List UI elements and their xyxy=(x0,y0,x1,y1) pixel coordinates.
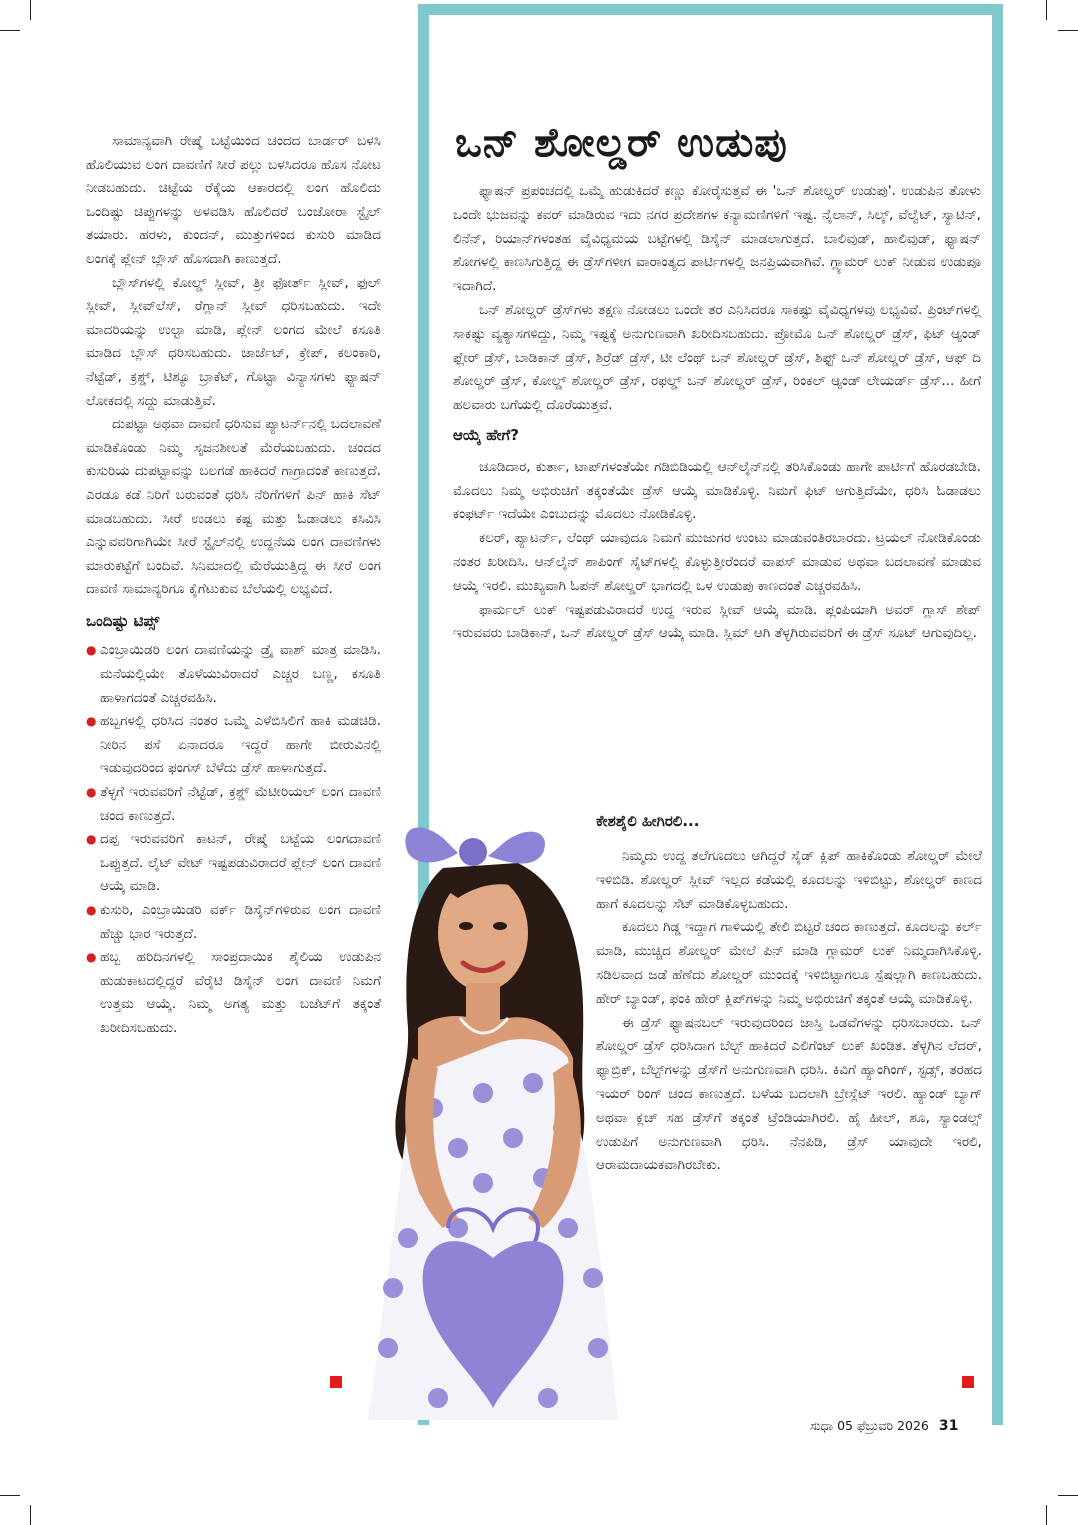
paragraph: ಈ ಡ್ರೆಸ್ ಫ್ಯಾಷನಬಲ್ ಇರುವುದರಿಂದ ಜಾಸ್ತಿ ಒಡವೆಗಳನ್ನು ಧರಿಸಬಾರದು. ಒನ್ ಶೋಲ್ಡರ್ ಡ್ರೆಸ್ ಧರಿಸಿದಾಗ ಬೆಲ್ಟ್ ಹಾಕಿದರೆ ಎಲಿಗೆಂಟ್ ಲುಕ್ ಖಂಡಿತ. ತೆಳ್ಳಗಿನ ಲೆದರ್, ಫ್ಯಾಬ್ರಿಕ್, ಬೆಲ್ಟ್‌ಗಳನ್ನು ಡ್ರೆಸ್‌ಗೆ ಅನುಗುಣವಾಗಿ ಧರಿಸಿ. ಕಿವಿಗೆ ಹ್ಯಾಂಗಿಂಗ್, ಸ್ಟಡ್ಸ್, ತರಹದ ಇಯರ್ ರಿಂಗ್ ಚಂದ ಕಾಣುತ್ತದೆ. ಬಳೆಯ ಬದಲಾಗಿ ಬ್ರೇಸ್ಲೆಟ್ ಇರಲಿ. ಹ್ಯಾಂಡ್ ಬ್ಯಾಗ್ ಅಥವಾ ಕ್ಲಚ್ ಸಹ ಡ್ರೆಸ್‌ಗೆ ತಕ್ಕಂತೆ ಟ್ರೆಂಡಿಯಾಗಿರಲಿ. ಹೈ ಹೀಲ್, ಶೂ, ಸ್ಯಾಂಡಲ್ಸ್ ಉಡುಪಿಗೆ ಅನುಗುಣವಾಗಿ ಧರಿಸಿ. ನೆನಪಿಡಿ, ಡ್ರೆಸ್ ಯಾವುದೇ ಇರಲಿ, ಆರಾಮದಾಯಕವಾಗಿರಬೇಕು. xyxy=(596,1014,982,1174)
tip-item: ● ತೆಳ್ಳಗೆ ಇರುವವರಿಗೆ ನೆಟ್ಟೆಡ್, ಕ್ರಶ್ಡ್ ಮೆಟೀರಿಯಲ್ ಲಂಗ ದಾವಣಿ ಚಂದ ಕಾಣುತ್ತದೆ. xyxy=(86,781,381,828)
right-column xyxy=(453,180,981,646)
crop-mark xyxy=(30,0,31,20)
paragraph: ಒನ್ ಶೋಲ್ಡರ್ ಡ್ರೆಸ್‌ಗಳು ತಕ್ಷಣ ನೋಡಲು ಒಂದೇ ತರ ಎನಿಸಿದರೂ ಸಾಕಷ್ಟು ವೈವಿಧ್ಯಗಳವು ಲಭ್ಯವಿವೆ. ಪ್ರಿಂಟ್‌ಗಳಲ್ಲಿ ಸಾಕಷ್ಟು ವ್ಯತ್ಯಾಸಗಳಿದ್ದು, ನಿಮ್ಮ ಇಷ್ಟಕ್ಕೆ ಅನುಗುಣವಾಗಿ ಖರೀದಿಸಬಹುದು. ಪ್ರೋಮೊ ಒನ್ ಶೋಲ್ಡರ್ ಡ್ರೆಸ್, ಫಿಟ್ ಆ್ಯಂಡ್ ಫ್ಲೇರ್ ಡ್ರೆಸ್, ಬಾಡಿಕಾನ್ ಡ್ರೆಸ್, ಶಿರ್ರೆಡ್ ಡ್ರೆಸ್, ಟೀ ಲೆಂಥ್ ಒನ್ ಶೋಲ್ಡರ್ ಡ್ರೆಸ್, ಶಿಫ್ಟ್ ಒನ್ ಶೋಲ್ಡರ್ ಡ್ರೆಸ್, ಆಫ್ ದಿ ಶೋಲ್ಡರ್ ಡ್ರೆಸ್, ಕೋಲ್ಡ್ ಶೋಲ್ಡರ್ ಡ್ರೆಸ್, ರಫಲ್ಡ್ ಒನ್ ಶೋಲ್ಡರ್ ಡ್ರೆಸ್, ರಿಂಕಲ್ ಆ್ಯಂಡ್ ಲೇಯರ್ಡ್ ಡ್ರೆಸ್... ಹೀಗೆ ಹಲವಾರು ಬಗೆಯಲ್ಲಿ ದೊರೆಯುತ್ತವೆ. xyxy=(453,301,981,414)
left-column xyxy=(86,130,381,1041)
article-title: ಒನ್ ಶೋಲ್ಡರ್ ಉಡುಪು xyxy=(455,120,788,166)
tips-heading: ಒಂದಿಷ್ಟು ಟಿಪ್ಸ್ xyxy=(86,611,160,630)
crop-mark xyxy=(0,1495,20,1496)
tip-item: ● ಹಬ್ಬಗಳಲ್ಲಿ ಧರಿಸಿದ ನಂತರ ಒಮ್ಮೆ ಎಳೆಬಿಸಿಲಿಗೆ ಹಾಕಿ ಮಡಚಿಡಿ. ನೀರಿನ ಪಸೆ ಏನಾದರೂ ಇದ್ದರೆ ಹಾಗೇ ಬೀರುವಿನಲ್ಲಿ ಇಡುವುದರಿಂದ ಫಂಗಸ್ ಬೆಳೆದು ಡ್ರೆಸ್ ಹಾಳಾಗುತ್ತದೆ. xyxy=(86,710,381,781)
paragraph: ದುಪಟ್ಟಾ ಅಥವಾ ದಾವಣಿ ಧರಿಸುವ ಪ್ಯಾಟರ್ನ್‌ನಲ್ಲಿ ಬದಲಾವಣೆ ಮಾಡಿಕೊಂಡು ನಿಮ್ಮ ಸೃಜನಶೀಲತೆ ಮೆರೆಯಬಹುದು. ಚಂದದ ಕುಸುರಿಯ ದುಪಟ್ಟಾವನ್ನು ಬಲಗಡೆ ಹಾಕಿದರೆ ಗಾಗ್ರಾದಂತೆ ಕಾಣುತ್ತದೆ. ಎರಡೂ ಕಡೆ ನಿರಿಗೆ ಬರುವಂತೆ ಧರಿಸಿ ನೆರಿಗೆಗಳಿಗೆ ಪಿನ್ ಹಾಕಿ ಸೆಟ್ ಮಾಡಬಹುದು. ಸೀರೆ ಉಡಲು ಕಷ್ಟ ಮತ್ತು ಓಡಾಡಲು ಕಸಿವಿಸಿ ಎನ್ನುವವರಿಗಾಗಿಯೇ ಸೀರೆ ಸ್ಟೈಲ್‌ನಲ್ಲಿ ಉದ್ದನೆಯ ಲಂಗ ದಾವಣಿಗಳು ಮಾರುಕಟ್ಟೆಗೆ ಬಂದಿವೆ. ಸಿನಿಮಾದಲ್ಲಿ ಮೆರೆಯುತ್ತಿದ್ದ ಈ ಸೀರೆ ಲಂಗ ದಾವಣಿ ಸಾಮಾನ್ಯರಿಗೂ ಕೈಗೆಟುಕುವ ಬೆಲೆಯಲ್ಲಿ ಲಭ್ಯವಿದೆ. xyxy=(86,416,381,598)
paragraph: ಚೂಡಿದಾರ, ಕುರ್ತಾ, ಟಾಪ್‌ಗಳಂತೆಯೇ ಗಡಿಬಿಡಿಯಲ್ಲಿ ಆನ್‌ಲೈನ್‌ನಲ್ಲಿ ತರಿಸಿಕೊಂಡು ಹಾಗೇ ಪಾರ್ಟಿಗೆ ಹೊರಡಬೇಡಿ. ಮೊದಲು ನಿಮ್ಮ ಅಭಿರುಚಿಗೆ ತಕ್ಕಂತೆಯೇ ಡ್ರೆಸ್ ಆಯ್ಕೆ ಮಾಡಿಕೊಳ್ಳಿ. ನಿಮಗೆ ಫಿಟ್ ಆಗುತ್ತಿದೆಯೇ, ಧರಿಸಿ ಓಡಾಡಲು ಕಂಫರ್ಟ್ ಇದೆಯೇ ಎಂಬುದನ್ನು ಮೊದಲು ನೋಡಿಕೊಳ್ಳಿ. xyxy=(453,458,981,523)
tips-list xyxy=(86,639,381,1040)
page-number: 31 xyxy=(938,1418,959,1434)
crop-mark xyxy=(30,1505,31,1525)
end-mark xyxy=(962,1376,974,1388)
choice-heading: ಆಯ್ಕೆ ಹೇಗೆ? xyxy=(453,425,519,444)
paragraph: ಫಾರ್ಮಲ್ ಲುಕ್ ಇಷ್ಟಪಡುವಿರಾದರೆ ಉದ್ದ ಇರುವ ಸ್ಲೀವ್ ಆಯ್ಕೆ ಮಾಡಿ. ಪ್ಲಂಪಿಯಾಗಿ ಅವರ್ ಗ್ಲಾಸ್ ಶೇಪ್ ಇರುವವರು ಬಾಡಿಕಾನ್, ಒನ್ ಶೋಲ್ಡರ್ ಡ್ರೆಸ್ ಆಯ್ಕೆ ಮಾಡಿ. ಸ್ಲಿಮ್ ಆಗಿ ತೆಳ್ಳಗಿರುವವರಿಗೆ ಈ ಡ್ರೆಸ್ ಸೂಟ್ ಆಗುವುದಿಲ್ಲ. xyxy=(453,601,981,642)
paragraph: ಕೂದಲು ಗಿಡ್ಡ ಇದ್ದಾಗ ಗಾಳಿಯಲ್ಲಿ ತೇಲಿ ಬಿಟ್ಟರೆ ಚಂದ ಕಾಣುತ್ತದೆ. ಕೂದಲನ್ನು ಕರ್ಲ್ ಮಾಡಿ, ಮುಚ್ಚಿದ ಶೋಲ್ಡರ್ ಮೇಲೆ ಪಿನ್ ಮಾಡಿ ಗ್ಲಾಮರ್ ಲುಕ್ ನಿಮ್ಮದಾಗಿಸಿಕೊಳ್ಳಿ. ಸಡಿಲವಾದ ಜಡೆ ಹೆಣೆದು ಶೋಲ್ಡರ್ ಮುಂದಕ್ಕೆ ಇಳಿಬಿಟ್ಟಾಗಲೂ ಸ್ಪೆಷಲ್ಲಾಗಿ ಕಾಣಬಹುದು. ಹೇರ್ ಬ್ಯಾಂಡ್, ಫಂಕಿ ಹೇರ್ ಕ್ಲಿಪ್‌ಗಳನ್ನು ನಿಮ್ಮ ಅಭಿರುಚಿಗೆ ತಕ್ಕಂತೆ ಆಯ್ಕೆ ಮಾಡಿಕೊಳ್ಳಿ. xyxy=(596,919,982,1007)
crop-mark xyxy=(1046,0,1047,20)
page-footer xyxy=(810,1418,958,1434)
paragraph: ಫ್ಯಾಷನ್ ಪ್ರಪಂಚದಲ್ಲಿ ಒಮ್ಮೆ ಹುಡುಕಿದರೆ ಕಣ್ಣು ಕೋರೈಸುತ್ತವೆ ಈ 'ಒನ್ ಶೋಲ್ಡರ್ ಉಡುಪು'. ಉಡುಪಿನ ತೋಳು ಒಂದೇ ಭುಜವನ್ನು ಕವರ್ ಮಾಡಿರುವ ಇದು ನಗರ ಪ್ರದೇಶಗಳ ಕನ್ಯಾಮಣಿಗಳಿಗೆ ಇಷ್ಟ. ನೈಲಾನ್, ಸಿಲ್ಕ್, ವೆಲ್ವೆಟ್, ಸ್ಯಾಟಿನ್, ಲಿನೆನ್, ರಿಯಾನ್‌ಗಳಂತಹ ವೈವಿಧ್ಯಮಯ ಬಟ್ಟೆಗಳಲ್ಲಿ ಡಿಸೈನ್ ಮಾಡಲಾಗುತ್ತದೆ. ಬಾಲಿವುಡ್, ಹಾಲಿವುಡ್, ಫ್ಯಾಷನ್ ಶೋಗಳಲ್ಲಿ ಕಾಣಸಿಗುತ್ತಿದ್ದ ಈ ಡ್ರೆಸ್‌ಗಳೀಗ ವಾರಾಂತ್ಯದ ಪಾರ್ಟಿಗಳಲ್ಲಿ ಜನಪ್ರಿಯವಾಗಿವೆ. ಗ್ಲ್ಯಾಮರ್ ಲುಕ್ ನೀಡುವ ಉಡುಪೂ ಇದಾಗಿದೆ. xyxy=(453,183,981,295)
paragraph: ಸಾಮಾನ್ಯವಾಗಿ ರೇಷ್ಮೆ ಬಟ್ಟೆಯಿಂದ ಚಂದದ ಬಾರ್ಡರ್ ಬಳಸಿ ಹೊಲಿಯುವ ಲಂಗ ದಾವಣಿಗೆ ಸೀರೆ ಪಲ್ಲು ಬಳಸಿದರೂ ಹೊಸ ನೋಟ ನೀಡಬಹುದು. ಚಿಟ್ಟೆಯ ರೆಕ್ಕೆಯ ಆಕಾರದಲ್ಲಿ ಲಂಗ ಹೊಲಿದು ಒಂದಿಷ್ಟು ಚಿಪ್ಪುಗಳನ್ನು ಅಳವಡಿಸಿ ಹೊಲಿದರೆ ಬಂಜೋರಾ ಸ್ಟೈಲ್ ತಯಾರು. ಹರಳು, ಕುಂದನ್, ಮುತ್ತುಗಳಿಂದ ಕುಸುರಿ ಮಾಡಿದ ಲಂಗಕ್ಕೆ ಪ್ಲೇನ್ ಬ್ಲೌಸ್ ಹೊಸದಾಗಿ ಕಾಣುತ್ತದೆ. xyxy=(86,133,381,267)
paragraph: ನಿಮ್ಮದು ಉದ್ದ ತಲೆಗೂದಲು ಆಗಿದ್ದರೆ ಸೈಡ್ ಕ್ಲಿಪ್ ಹಾಕಿಕೊಂಡು ಶೋಲ್ಡರ್ ಮೇಲೆ ಇಳಿಬಿಡಿ. ಶೋಲ್ಡರ್ ಸ್ಲೀವ್ ಇಲ್ಲದ ಕಡೆಯಲ್ಲಿ ಕೂದಲನ್ನು ಇಳಿಬಿಟ್ಟು, ಶೋಲ್ಡರ್ ಕಾಣದ ಹಾಗೆ ಕೂದಲನ್ನು ಸೆಟ್ ಮಾಡಿಕೊಳ್ಳಬಹುದು. xyxy=(596,848,982,912)
crop-mark xyxy=(1058,30,1078,31)
magazine-date: ಸುಧಾ 05 ಫೆಬ್ರುವರಿ 2026 xyxy=(810,1418,929,1433)
hair-heading: ಕೇಶಶೈಲಿ ಹೀಗಿರಲಿ... xyxy=(596,812,700,830)
hair-column xyxy=(596,845,982,1178)
tip-item: ● ಕುಸುರಿ, ಎಂಬ್ರಾಯಿಡರಿ ವರ್ಕ್ ಡಿಸೈನ್‌ಗಳಿರುವ ಲಂಗ ದಾವಣಿ ಹೆಚ್ಚು ಭಾರ ಇರುತ್ತದೆ. xyxy=(86,899,381,946)
paragraph: ಬ್ಲೌಸ್‌ಗಳಲ್ಲಿ ಕೋಲ್ಡ್ ಸ್ಲೀವ್, ತ್ರೀ ಫೋರ್ತ್ ಸ್ಲೀವ್, ಫುಲ್ ಸ್ಲೀವ್, ಸ್ಲೀವ್‌ಲೆಸ್, ರೆಗ್ಲಾನ್ ಸ್ಲೀವ್ ಧರಿಸಬಹುದು. ಇದೇ ಮಾದರಿಯನ್ನು ಉಲ್ಟಾ ಮಾಡಿ, ಪ್ಲೇನ್ ಲಂಗದ ಮೇಲೆ ಕಸೂತಿ ಮಾಡಿದ ಬ್ಲೌಸ್ ಧರಿಸಬಹುದು. ಜಾರ್ಜೆಟ್, ಕ್ರೇಪ್, ಕಲಂಕಾರಿ, ನೆಟ್ಟೆಡ್, ಕ್ರಶ್ಡ್, ಟಿಶ್ಯೂ ಬ್ರಾಕೆಟ್, ಗೊಟ್ಟಾ ವಿನ್ಯಾಸಗಳು ಫ್ಯಾಷನ್ ಲೋಕದಲ್ಲಿ ಸದ್ದು ಮಾಡುತ್ತಿವೆ. xyxy=(86,274,381,409)
tip-item: ● ದಪ್ಪ ಇರುವವರಿಗೆ ಕಾಟನ್, ರೇಷ್ಮೆ ಬಟ್ಟೆಯ ಲಂಗದಾವಣಿ ಒಪ್ಪುತ್ತದೆ. ಲೈಟ್ ವೇಟ್ ಇಷ್ಟಪಡುವಿರಾದರೆ ಪ್ಲೇನ್ ಲಂಗ ದಾವಣಿ ಆಯ್ಕೆ ಮಾಡಿ. xyxy=(86,828,381,899)
end-mark xyxy=(330,1376,342,1388)
crop-mark xyxy=(1058,1495,1078,1496)
crop-mark xyxy=(0,30,20,31)
tip-item: ● ಹಬ್ಬ ಹರಿದಿನಗಳಲ್ಲಿ ಸಾಂಪ್ರದಾಯಿಕ ಶೈಲಿಯ ಉಡುಪಿನ ಹುಡುಕಾಟದಲ್ಲಿದ್ದರೆ ವೆರೈಟಿ ಡಿಸೈನ್ ಲಂಗ ದಾವಣಿ ನಿಮಗೆ ಉತ್ತಮ ಆಯ್ಕೆ. ನಿಮ್ಮ ಅಗತ್ಯ ಮತ್ತು ಬಜೆಟ್‌ಗೆ ತಕ್ಕಂತೆ ಖರೀದಿಸಬಹುದು. xyxy=(86,946,381,1040)
tip-item: ● ಎಂಬ್ರಾಯಿಡರಿ ಲಂಗ ದಾವಣಿಯನ್ನು ಡ್ರೈ ವಾಶ್ ಮಾತ್ರ ಮಾಡಿಸಿ. ಮನೆಯಲ್ಲಿಯೇ ತೊಳೆಯುವಿರಾದರೆ ಎಚ್ಚರ ಬಣ್ಣ, ಕಸೂತಿ ಹಾಳಾಗದಂತೆ ಎಚ್ಚರವಹಿಸಿ. xyxy=(86,639,381,710)
paragraph: ಕಲರ್, ಪ್ಯಾಟರ್ನ್, ಲೆಂಥ್ ಯಾವುದೂ ನಿಮಗೆ ಮುಜುಗರ ಉಂಟು ಮಾಡುವಂತಿರಬಾರದು. ಟ್ರಯಲ್ ನೋಡಿಕೊಂಡು ನಂತರ ಖರೀದಿಸಿ. ಆನ್‌ಲೈನ್ ಶಾಪಿಂಗ್ ಸೈಟ್‌ಗಳಲ್ಲಿ ಕೊಳ್ಳುತ್ತೀರೆಂದರೆ ವಾಪಸ್ ಮಾಡುವ ಅಥವಾ ಬದಲಾವಣೆ ಮಾಡುವ ಆಯ್ಕೆ ಇರಲಿ. ಮುಖ್ಯವಾಗಿ ಓಪನ್ ಶೋಲ್ಡರ್ ಭಾಗದಲ್ಲಿ ಒಳ ಉಡುಪು ಕಾಣದಂತೆ ಎಚ್ಚರವಹಿಸಿ. xyxy=(453,530,981,594)
crop-mark xyxy=(1046,1505,1047,1525)
